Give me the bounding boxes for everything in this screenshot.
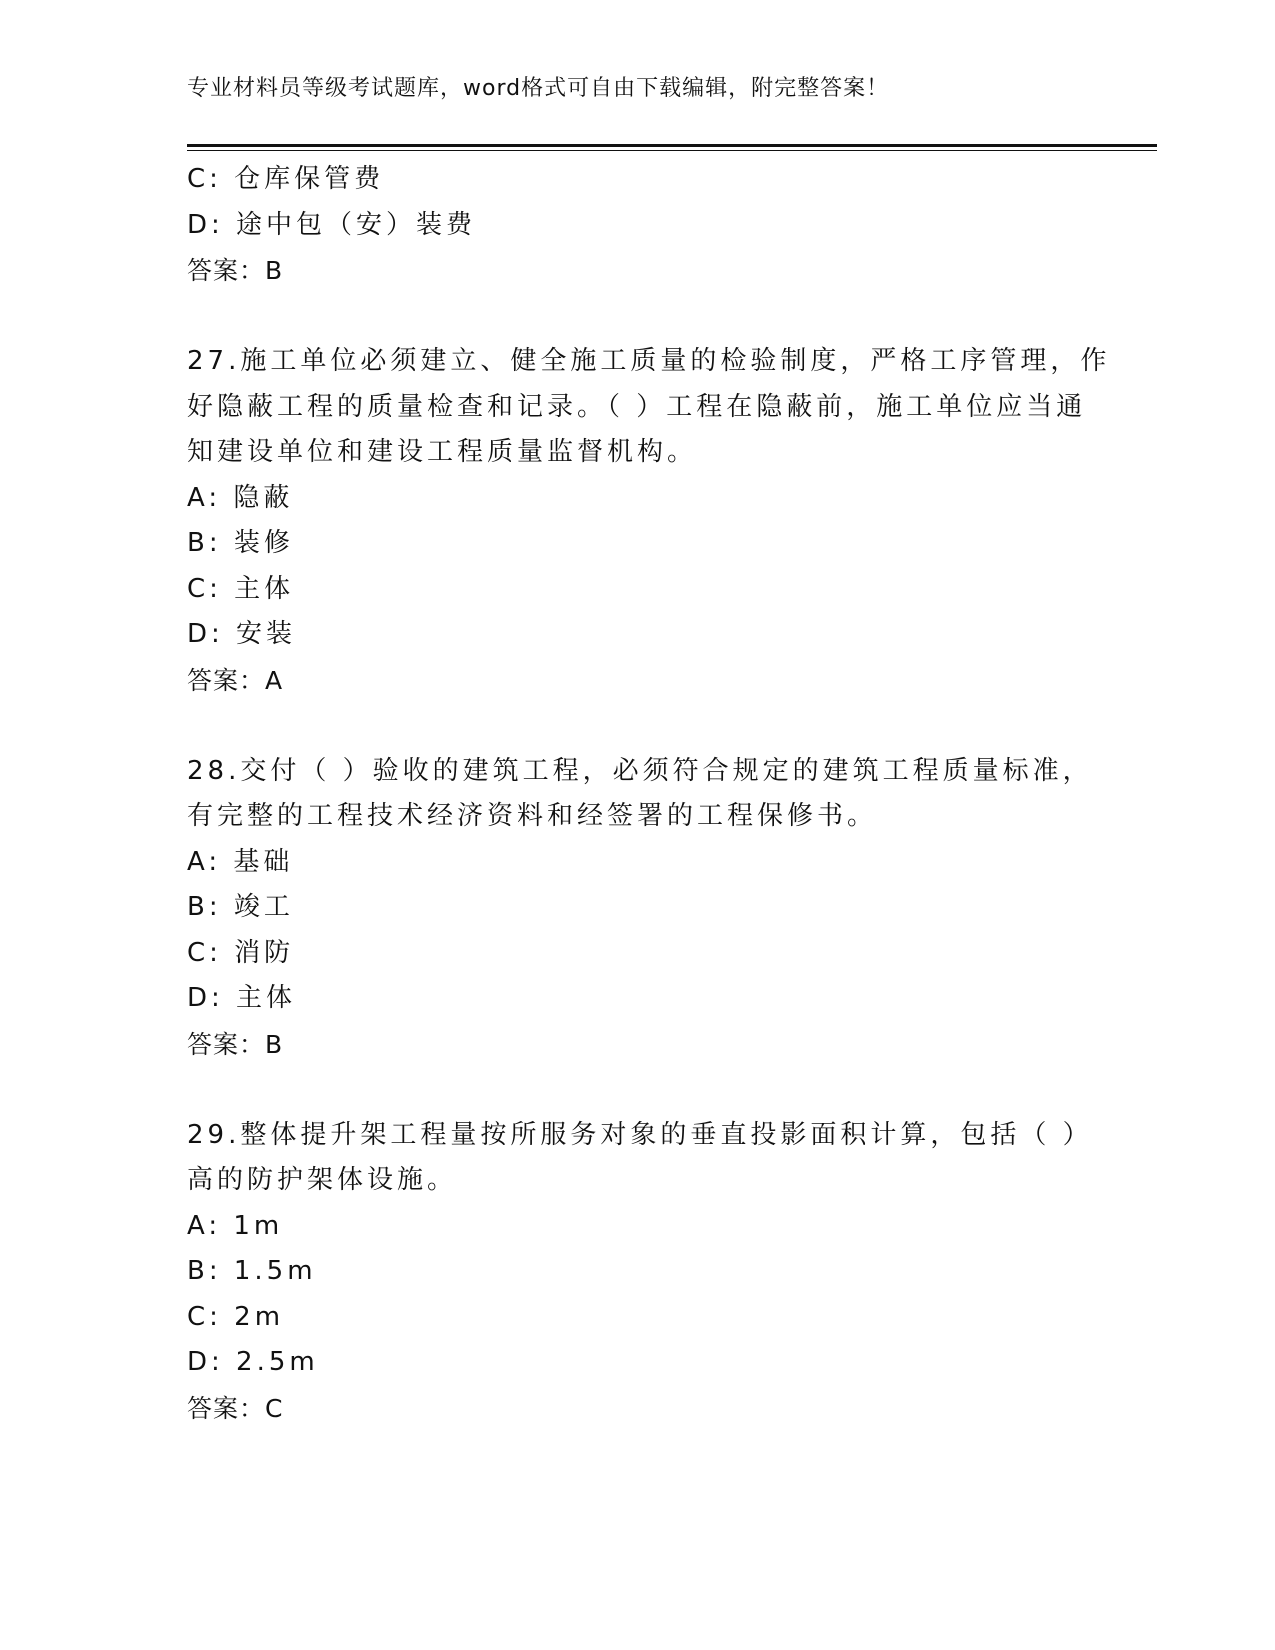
option-c: C: 仓库保管费 (187, 164, 385, 194)
option-b: B: 竣工 (187, 892, 294, 922)
question-text-line: 29.整体提升架工程量按所服务对象的垂直投影面积计算，包括（ ） (187, 1119, 1093, 1150)
spacer (187, 294, 1087, 340)
spacer (187, 703, 1087, 749)
question-text-line: 好隐蔽工程的质量检查和记录。（ ）工程在隐蔽前，施工单位应当通 (187, 391, 1087, 422)
option-d: D: 途中包（安）装费 (187, 209, 477, 240)
question-28 (187, 749, 1093, 1068)
option-d: D: 2.5m (187, 1347, 319, 1377)
question-text-line: 有完整的工程技术经济资料和经签署的工程保修书。 (187, 801, 878, 831)
option-c: C: 主体 (187, 573, 295, 604)
page-header-text: 专业材料员等级考试题库，word格式可自由下载编辑，附完整答案！ (187, 76, 890, 101)
spacer (187, 1067, 1087, 1113)
answer-line: 答案：B (187, 256, 284, 285)
answer-line: 答案：C (187, 1393, 284, 1423)
question-27 (187, 339, 1111, 703)
question-text-line: 高的防护架体设施。 (187, 1165, 458, 1195)
header-rule-thick (187, 144, 1157, 147)
option-a: A: 基础 (187, 846, 294, 877)
option-a: A: 1m (187, 1210, 284, 1241)
option-d: D: 主体 (187, 983, 297, 1013)
question-29 (187, 1113, 1093, 1432)
question-text-line: 知建设单位和建设工程质量监督机构。 (187, 437, 698, 467)
continued-question (187, 157, 1087, 294)
answer-line: 答案：A (187, 665, 284, 695)
header-rule-thin (187, 150, 1157, 151)
option-b: B: 装修 (187, 528, 294, 558)
question-text-line: 27.施工单位必须建立、健全施工质量的检验制度，严格工序管理，作 (187, 346, 1111, 376)
question-list (187, 157, 1111, 1431)
option-b: B: 1.5m (187, 1256, 317, 1286)
answer-line: 答案：B (187, 1029, 284, 1059)
option-c: C: 消防 (187, 937, 295, 968)
option-d: D: 安装 (187, 619, 297, 649)
option-c: C: 2m (187, 1301, 285, 1332)
question-text-line: 28.交付（ ）验收的建筑工程，必须符合规定的建筑工程质量标准， (187, 755, 1093, 786)
option-a: A: 隐蔽 (187, 482, 294, 513)
